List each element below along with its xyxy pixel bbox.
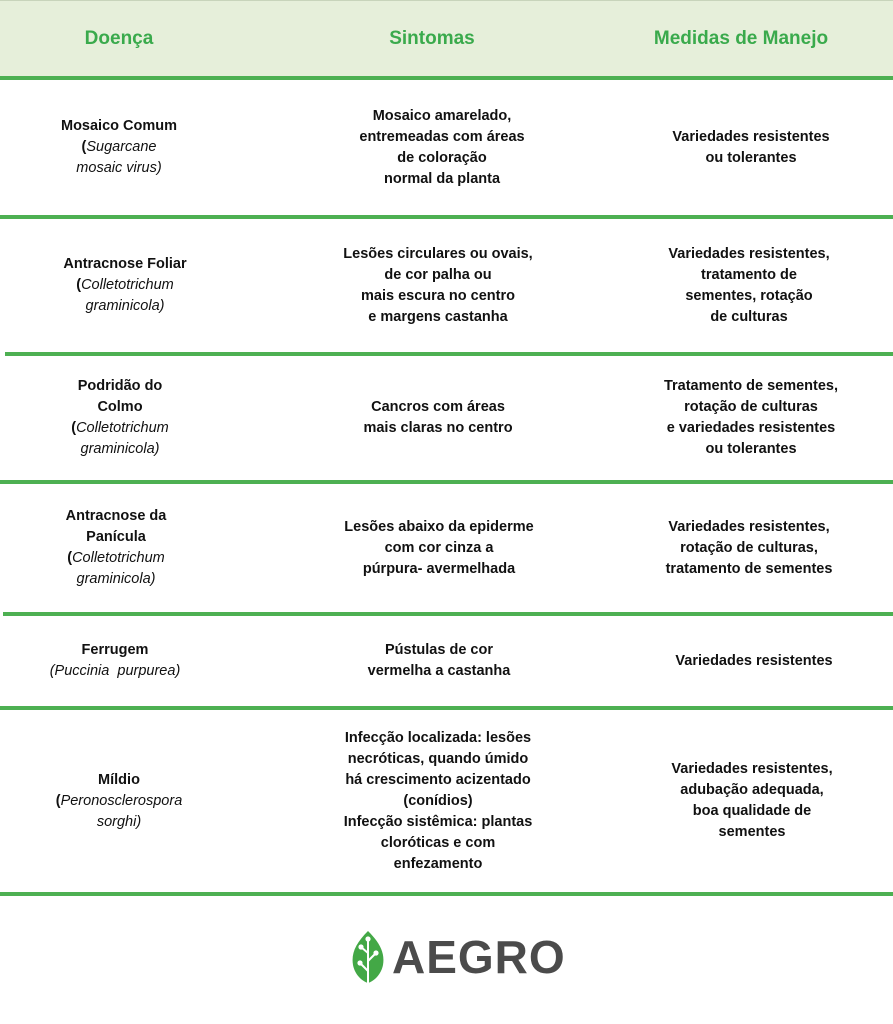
table-row-management [626,710,878,892]
aegro-logo [350,926,566,988]
scientific-name: (Peronosclerospora [55,792,183,809]
table-row-disease [0,484,232,612]
disease-name: Antracnose da [65,508,167,524]
table-row-management [626,356,876,480]
table-header [0,0,893,76]
disease-name: Ferrugem [81,642,149,658]
scientific-name: (Sugarcane [81,139,157,155]
scientific-name: sorghi) [96,813,142,830]
scientific-name: (Puccinia purpurea) [49,663,181,679]
symptom-line: mais claras no centro [363,420,513,436]
table-row-symptoms [238,484,640,612]
table-row-disease [0,616,230,706]
table-row-symptoms [238,616,640,706]
header-symptoms: Sintomas [389,28,475,49]
table-row-disease [0,219,250,352]
symptom-line: entremeadas com áreas [359,128,525,145]
symptom-line: Cancros com áreas [371,399,505,415]
symptom-line: cloróticas e com [380,834,496,851]
table-row-symptoms [238,219,638,352]
table-row-symptoms [238,710,638,892]
symptom-line: de coloração [397,149,487,166]
logo-text: AEGRO [392,931,566,983]
table-row-symptoms [238,356,638,480]
scientific-name: mosaic virus) [76,160,162,176]
management-line: boa qualidade de [692,803,812,819]
symptom-line: e margens castanha [368,308,508,325]
table-row-disease [0,356,240,480]
header-disease: Doença [84,28,154,49]
scientific-name: (Colletotrichum [67,550,165,566]
scientific-name: (Colletotrichum [71,420,169,436]
management-line: Variedades resistentes, [668,518,830,535]
disease-name: Panícula [86,529,146,545]
symptom-line: púrpura- avermelhada [362,560,516,577]
scientific-name: graminicola) [85,298,165,314]
table-row-symptoms [238,80,646,215]
symptom-line: Pústulas de cor [385,642,493,658]
header-management: Medidas de Manejo [653,28,829,49]
disease-name: Antracnose Foliar [63,256,187,272]
management-line: sementes [718,824,786,840]
symptom-line: enfezamento [393,855,483,872]
management-line: Variedades resistentes [672,128,830,145]
management-line: ou tolerantes [705,149,797,166]
symptom-line: (conídios) [403,792,473,809]
disease-name: Mosaico Comum [60,118,177,134]
scientific-name: graminicola) [80,441,160,457]
symptom-line: Lesões abaixo da epiderme [344,518,534,535]
symptom-line: Mosaico amarelado, [372,107,512,124]
table-row-management [626,484,872,612]
management-line: tratamento de [701,266,797,283]
leaf-icon [350,929,386,985]
symptom-line: Infecção sistêmica: plantas [343,813,533,830]
management-line: tratamento de sementes [665,560,833,577]
scientific-name: (Colletotrichum [76,277,174,293]
disease-name: Colmo [97,399,143,415]
management-line: Variedades resistentes, [668,245,830,262]
management-line: de culturas [710,308,788,325]
management-line: Variedades resistentes, [671,761,833,777]
symptom-line: vermelha a castanha [367,663,511,679]
disease-name: Podridão do [77,378,163,394]
management-line: Tratamento de sementes, [663,378,839,394]
table-row-disease [0,710,238,892]
table-row-management [626,219,872,352]
symptom-line: Lesões circulares ou ovais, [343,245,533,262]
symptom-line: normal da planta [383,170,501,187]
management-line: e variedades resistentes [666,420,836,436]
symptom-line: necróticas, quando úmido [347,750,529,767]
symptom-line: com cor cinza a [384,539,494,556]
symptom-line: mais escura no centro [361,287,515,304]
table-row-management [626,80,876,215]
table-row-management [626,616,882,706]
divider [0,892,893,896]
management-line: Variedades resistentes [675,652,833,669]
symptom-line: há crescimento acizentado [345,771,531,788]
management-line: rotação de culturas, [680,539,818,556]
management-line: sementes, rotação [685,287,813,304]
management-line: ou tolerantes [705,441,797,457]
management-line: adubação adequada, [680,782,824,798]
management-line: rotação de culturas [684,399,818,415]
symptom-line: Infecção localizada: lesões [344,729,532,746]
scientific-name: graminicola) [76,571,156,587]
disease-name: Míldio [98,771,140,788]
table-row-disease [0,80,238,215]
symptom-line: de cor palha ou [384,266,492,283]
